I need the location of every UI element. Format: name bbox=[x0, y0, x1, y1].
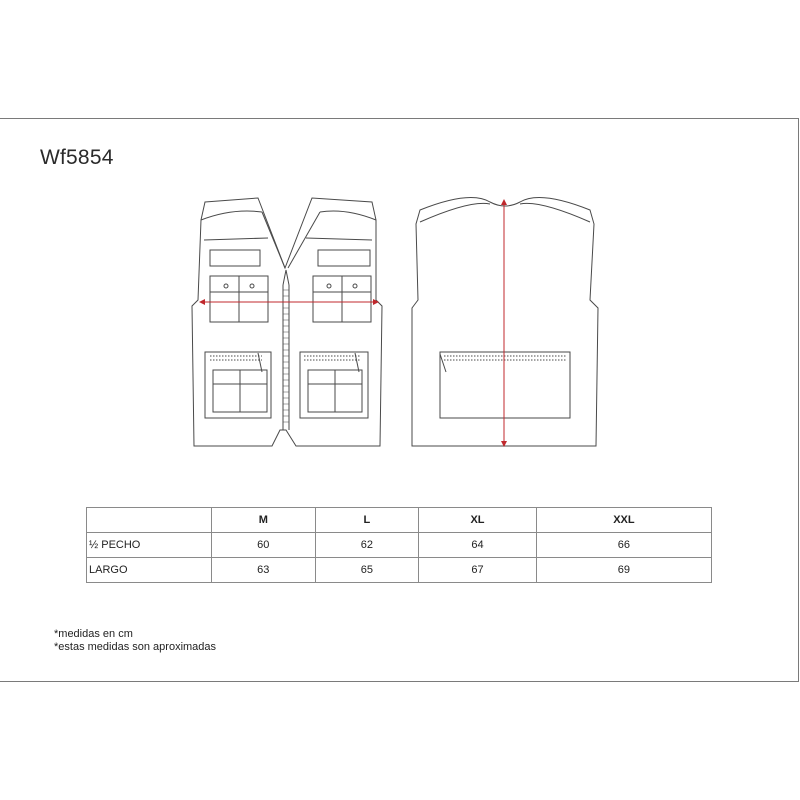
product-code-title: Wf5854 bbox=[40, 146, 114, 169]
size-header-xl: XL bbox=[419, 508, 537, 533]
row-label-length: LARGO bbox=[87, 558, 212, 583]
vest-front-drawing bbox=[192, 198, 382, 446]
length-value-xxl: 69 bbox=[536, 558, 711, 583]
chest-value-xl: 64 bbox=[419, 533, 537, 558]
size-header-m: M bbox=[212, 508, 316, 533]
measurement-notes bbox=[54, 628, 216, 654]
size-header-l: L bbox=[315, 508, 419, 533]
length-value-l: 65 bbox=[315, 558, 419, 583]
length-value-xl: 67 bbox=[419, 558, 537, 583]
vest-back-drawing bbox=[412, 198, 598, 447]
row-label-chest: ½ PECHO bbox=[87, 533, 212, 558]
note-units: *medidas en cm bbox=[54, 628, 133, 640]
table-corner-cell bbox=[87, 508, 212, 533]
size-header-row bbox=[87, 508, 712, 533]
chest-value-m: 60 bbox=[212, 533, 316, 558]
note-approximate: *estas medidas son aproximadas bbox=[54, 641, 217, 653]
length-value-m: 63 bbox=[212, 558, 316, 583]
table-row-chest bbox=[87, 533, 712, 558]
chest-value-l: 62 bbox=[315, 533, 419, 558]
chest-value-xxl: 66 bbox=[536, 533, 711, 558]
size-chart-table bbox=[86, 507, 712, 583]
table-row-length bbox=[87, 558, 712, 583]
size-header-xxl: XXL bbox=[536, 508, 711, 533]
